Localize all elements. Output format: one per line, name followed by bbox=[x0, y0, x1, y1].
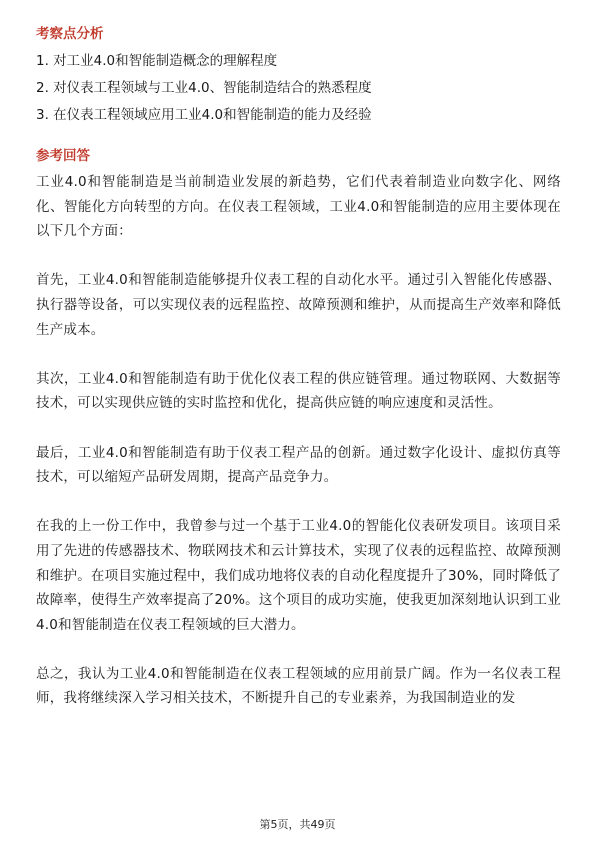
page-number: 第5页，共49页 bbox=[259, 818, 336, 831]
section-title-answer: 参考回答 bbox=[36, 148, 90, 164]
list-item: 3. 在仪表工程领域应用工业4.0和智能制造的能力及经验 bbox=[36, 107, 372, 123]
paragraph: 其次，工业4.0和智能制造有助于优化仪表工程的供应链管理。通过物联网、大数据等技术，可以实现供应链的实时监控和优化，提高供应链的响应速度和灵活性。 bbox=[36, 370, 561, 412]
paragraph: 工业4.0和智能制造是当前制造业发展的新趋势，它们代表着制造业向数字化、网络化、智能化方向转型的方向。在仪表工程领域，工业4.0和智能制造的应用主要体现在以下几个方面： bbox=[36, 174, 561, 240]
paragraph: 最后，工业4.0和智能制造有助于仪表工程产品的创新。通过数字化设计、虚拟仿真等技术，可以缩短产品研发周期，提高产品竞争力。 bbox=[36, 444, 561, 486]
answer-body bbox=[36, 170, 561, 736]
list-item: 1. 对工业4.0和智能制造概念的理解程度 bbox=[36, 53, 278, 69]
paragraph: 总之，我认为工业4.0和智能制造在仪表工程领域的应用前景广阔。作为一名仪表工程师，我将继续深入学习相关技术，不断提升自己的专业素养，为我国制造业的发 bbox=[36, 665, 561, 707]
paragraph: 在我的上一份工作中，我曾参与过一个基于工业4.0的智能化仪表研发项目。该项目采用了先进的传感器技术、物联网技术和云计算技术，实现了仪表的远程监控、故障预测和维护。在项目实施过程中，我们成功地将仪表的自动化程度提升了30%，同时降低了故障率，使得生产效率提高了20%。这个项目的成功实施，使我更加深刻地认识到工业4.0和智能制造在仪表工程领域的巨大潜力。 bbox=[36, 518, 561, 633]
analysis-list bbox=[36, 51, 372, 132]
section-title-analysis: 考察点分析 bbox=[36, 26, 104, 42]
list-item: 2. 对仪表工程领域与工业4.0、智能制造结合的熟悉程度 bbox=[36, 80, 372, 96]
paragraph: 首先，工业4.0和智能制造能够提升仪表工程的自动化水平。通过引入智能化传感器、执行器等设备，可以实现仪表的远程监控、故障预测和维护，从而提高生产效率和降低生产成本。 bbox=[36, 272, 561, 338]
